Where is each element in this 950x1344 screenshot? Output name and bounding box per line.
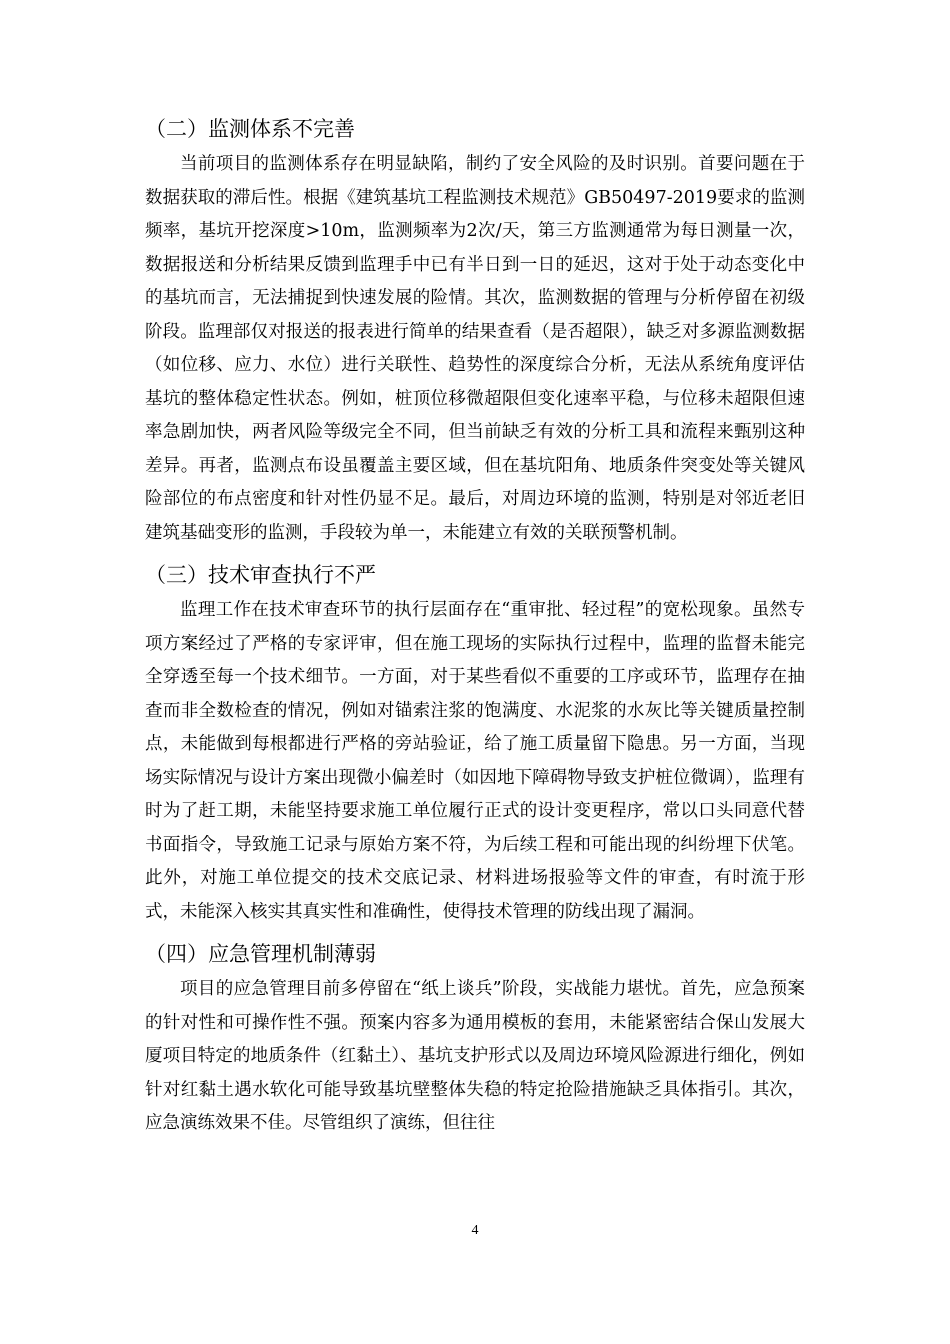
section-heading-emergency-management: （四）应急管理机制薄弱: [145, 942, 376, 966]
paragraph-technical-review: 监理工作在技术审查环节的执行层面存在“重审批、轻过程”的宽松现象。虽然专项方案经过了严格的专家评审，但在施工现场的实际执行过程中，监理的监督未能完全穿透至每一个技术细节。一方面，对于某些看似不重要的工序或环节，监理存在抽查而非全数检查的情况，例如对锚索注浆的饱满度、水泥浆的水灰比等关键质量控制点，未能做到每根都进行严格的旁站验证，给了施工质量留下隐患。另一方面，当现场实际情况与设计方案出现微小偏差时（如因地下障碍物导致支护桩位微调），监理有时为了赶工期，未能坚持要求施工单位履行正式的设计变更程序，常以口头同意代替书面指令，导致施工记录与原始方案不符，为后续工程和可能出现的纠纷埋下伏笔。此外，对施工单位提交的技术交底记录、材料进场报验等文件的审查，有时流于形式，未能深入核实其真实性和准确性，使得技术管理的防线出现了漏洞。: [145, 600, 805, 922]
section-heading-technical-review: （三）技术审查执行不严: [145, 563, 376, 587]
document-page: [145, 110, 805, 1147]
paragraph-monitoring: 当前项目的监测体系存在明显缺陷，制约了安全风险的及时识别。首要问题在于数据获取的滞后性。根据《建筑基坑工程监测技术规范》GB50497-2019要求的监测频率，基坑开挖深度>10m，监测频率为2次/天，第三方监测通常为每日测量一次，数据报送和分析结果反馈到监理手中已有半日到一日的延迟，这对于处于动态变化中的基坑而言，无法捕捉到快速发展的险情。其次，监测数据的管理与分析停留在初级阶段。监理部仅对报送的报表进行简单的结果查看（是否超限），缺乏对多源监测数据（如位移、应力、水位）进行关联性、趋势性的深度综合分析，无法从系统角度评估基坑的整体稳定性状态。例如，桩顶位移微超限但变化速率平稳，与位移未超限但速率急剧加快，两者风险等级完全不同，但当前缺乏有效的分析工具和流程来甄别这种差异。再者，监测点布设虽覆盖主要区域，但在基坑阳角、地质条件突变处等关键风险部位的布点密度和针对性仍显不足。最后，对周边环境的监测，特别是对邻近老旧建筑基础变形的监测，手段较为单一，未能建立有效的关联预警机制。: [145, 154, 805, 543]
section-heading-monitoring: （二）监测体系不完善: [145, 117, 355, 141]
page-number: 4: [471, 1223, 479, 1238]
paragraph-emergency-management: 项目的应急管理目前多停留在“纸上谈兵”阶段，实战能力堪忧。首先，应急预案的针对性和可操作性不强。预案内容多为通用模板的套用，未能紧密结合保山发展大厦项目特定的地质条件（红黏土）、基坑支护形式以及周边环境风险源进行细化，例如针对红黏土遇水软化可能导致基坑壁整体失稳的特定抢险措施缺乏具体指引。其次，应急演练效果不佳。尽管组织了演练，但往往: [145, 979, 805, 1133]
